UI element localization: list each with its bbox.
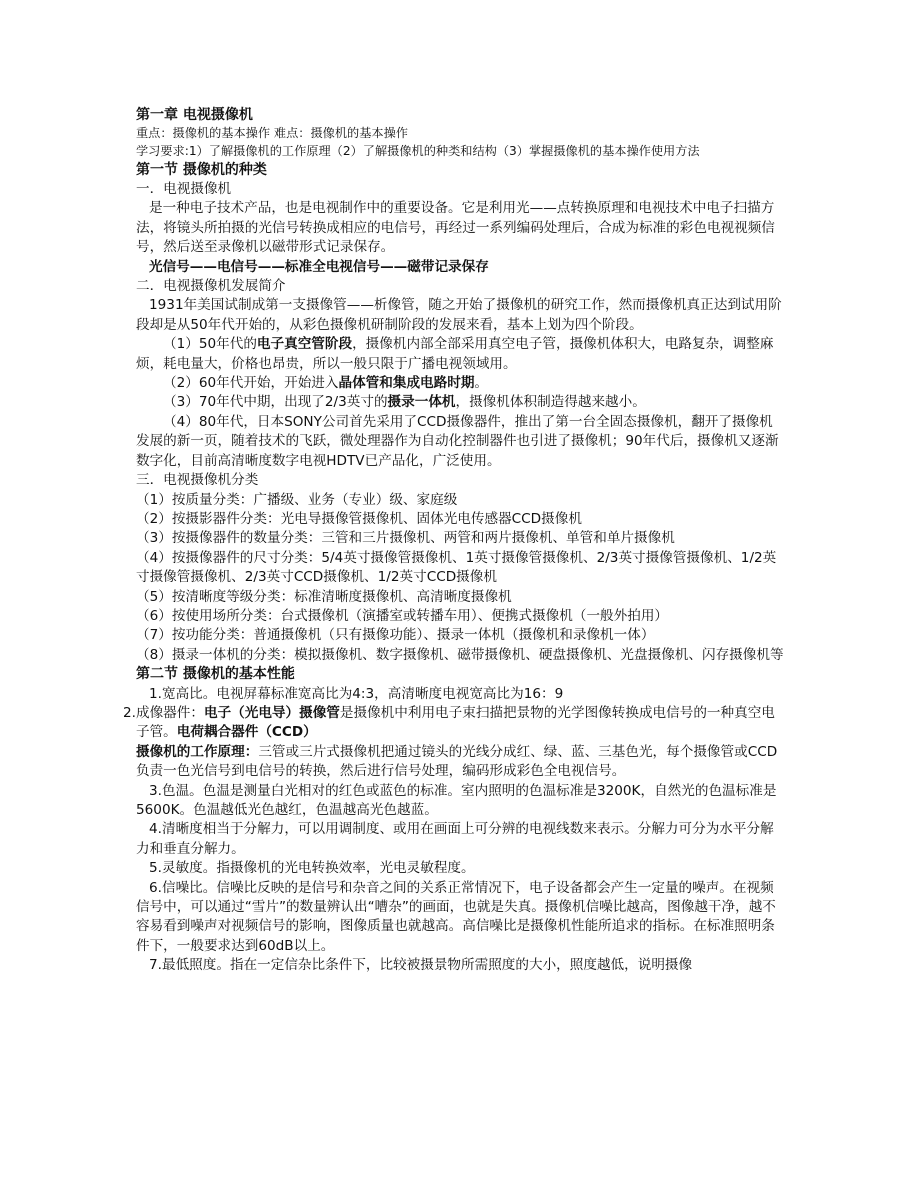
focus-line: 重点：摄像机的基本操作 难点：摄像机的基本操作 <box>136 126 408 141</box>
part-2-paragraph: 1931年美国试制成第一支摄像管——析像管，随之开始了摄像机的研究工作，然而摄像机真正达到试用阶段却是从50年代开始的，从彩色摄像机研制阶段的发展来看，基本上划为四个阶段。 <box>136 297 782 333</box>
property-sensitivity: 5.灵敏度。指摄像机的光电转换效率，光电灵敏程度。 <box>149 860 475 877</box>
signal-chain: 光信号——电信号——标准全电视信号——磁带记录保存 <box>149 258 489 275</box>
stage-1-pre: （1）50年代的 <box>163 336 257 353</box>
imaging-tube-term: 电子（光电导）摄像管 <box>203 704 340 721</box>
property-snr: 6.信噪比。信噪比反映的是信号和杂音之间的关系正常情况下，电子设备都会产生一定量的噪声。在视频信号中，可以通过“雪片”的数量辨认出“嘈杂”的画面，也就是失真。摄像机信噪比越高，图像越干净，越不容易看到噪声对视频信号的影响，图像质量也就越高。高信噪比是摄像机性能所追求的指标。在标准照明条件下，一般要求达到60dB以上。 <box>136 879 776 954</box>
stage-2-pre: （2）60年代开始，开始进入 <box>163 375 339 392</box>
part-1-heading: 一．电视摄像机 <box>136 181 232 197</box>
stage-3 <box>136 393 786 412</box>
imaging-mid: 是摄像机中利用电子束扫描把景物的光学图像转换成电信号的一种真空电子管。 <box>136 704 775 741</box>
property-color-temperature: 3.色温。色温是测量白光相对的红色或蓝色的标准。室内照明的色温标准是3200K，自然光的色温标准是5600K。色温越低光色越红，色温越高光色越蓝。 <box>136 782 777 818</box>
document-body <box>123 106 786 976</box>
category-item: （1）按质量分类：广播级、业务（专业）级、家庭级 <box>136 491 458 508</box>
category-item: （4）按摄像器件的尺寸分类：5/4英寸摄像管摄像机、1英寸摄像管摄像机、2/3英寸摄像管摄像机、1/2英寸摄像管摄像机、2/3英寸CCD摄像机、1/2英寸CCD摄像机 <box>136 549 777 586</box>
working-principle-text: 三管或三片式摄像机把通过镜头的光线分成红、绿、蓝、三基色光，每个摄像管或CCD负责一色光信号到电信号的转换，然后进行信号处理，编码形成彩色全电视信号。 <box>136 743 778 780</box>
property-resolution: 4.清晰度相当于分解力，可以用调制度、或用在画面上可分辨的电视线数来表示。分解力可分为水平分解力和垂直分解力。 <box>136 821 774 857</box>
stage-2 <box>136 374 786 393</box>
property-imaging-device <box>123 704 786 743</box>
imaging-pre: 2.成像器件： <box>123 704 204 721</box>
part-2-heading: 二．电视摄像机发展简介 <box>136 278 286 295</box>
stage-1-post: ，摄像机内部全部采用真空电子管，摄像机体积大，电路复杂，调整麻烦，耗电量大，价格也昂贵，所以一般只限于广播电视领域用。 <box>136 336 774 372</box>
imaging-ccd-term: 电荷耦合器件（CCD） <box>176 724 317 741</box>
section-2-title: 第二节 摄像机的基本性能 <box>136 666 295 683</box>
part-3-heading: 三．电视摄像机分类 <box>136 472 259 489</box>
stage-2-post: 。 <box>474 375 489 392</box>
category-item: （3）按摄像器件的数量分类：三管和三片摄像机、两管和两片摄像机、单管和单片摄像机 <box>136 530 675 547</box>
stage-3-bold: 摄录一体机 <box>387 394 456 411</box>
category-item: （7）按功能分类：普通摄像机（只有摄像功能）、摄录一体机（摄像机和录像机一体） <box>136 627 655 644</box>
category-item: （8）摄录一体机的分类：模拟摄像机、数字摄像机、磁带摄像机、硬盘摄像机、光盘摄像机、闪存摄像机等 <box>136 646 784 663</box>
section-1-title: 第一节 摄像机的种类 <box>136 161 267 178</box>
requirements-line: 学习要求:1）了解摄像机的工作原理（2）了解摄像机的种类和结构（3）掌握摄像机的基本操作使用方法 <box>136 144 700 158</box>
property-aspect-ratio: 1.宽高比。电视屏幕标准宽高比为4:3，高清晰度电视宽高比为16：9 <box>149 685 564 702</box>
stage-3-pre: （3）70年代中期，出现了2/3英寸的 <box>163 394 388 411</box>
category-item: （5）按清晰度等级分类：标准清晰度摄像机、高清晰度摄像机 <box>136 588 512 605</box>
working-principle-label: 摄像机的工作原理： <box>136 743 259 760</box>
working-principle <box>136 743 786 782</box>
stage-1-bold: 电子真空管阶段 <box>256 336 353 353</box>
category-item: （6）按使用场所分类：台式摄像机（演播室或转播车用）、便携式摄像机（一般外拍用） <box>136 607 669 624</box>
chapter-title: 第一章 电视摄像机 <box>136 107 253 123</box>
property-min-illumination: 7.最低照度。指在一定信杂比条件下，比较被摄景物所需照度的大小，照度越低，说明摄像 <box>149 957 693 974</box>
stage-4: （4）80年代，日本SONY公司首先采用了CCD摄像器件，推出了第一台全固态摄像机，翻开了摄像机发展的新一页，随着技术的飞跃，微处理器作为自动化控制器件也引进了摄像机；90年代后，摄像机又逐渐数字化，目前高清晰度数字电视HDTV已产品化，广泛使用。 <box>136 413 779 469</box>
stage-1 <box>136 335 786 374</box>
stage-2-bold: 晶体管和集成电路时期 <box>338 375 475 392</box>
part-1-paragraph: 是一种电子技术产品，也是电视制作中的重要设备。它是利用光——点转换原理和电视技术中电子扫描方法，将镜头所拍摄的光信号转换成相应的电信号，再经过一系列编码处理后，合成为标准的彩色电视视频信号，然后送至录像机以磁带形式记录保存。 <box>136 200 775 256</box>
stage-3-post: ，摄像机体积制造得越来越小。 <box>455 394 646 411</box>
category-item: （2）按摄影器件分类：光电导摄像管摄像机、固体光电传感器CCD摄像机 <box>136 510 582 527</box>
